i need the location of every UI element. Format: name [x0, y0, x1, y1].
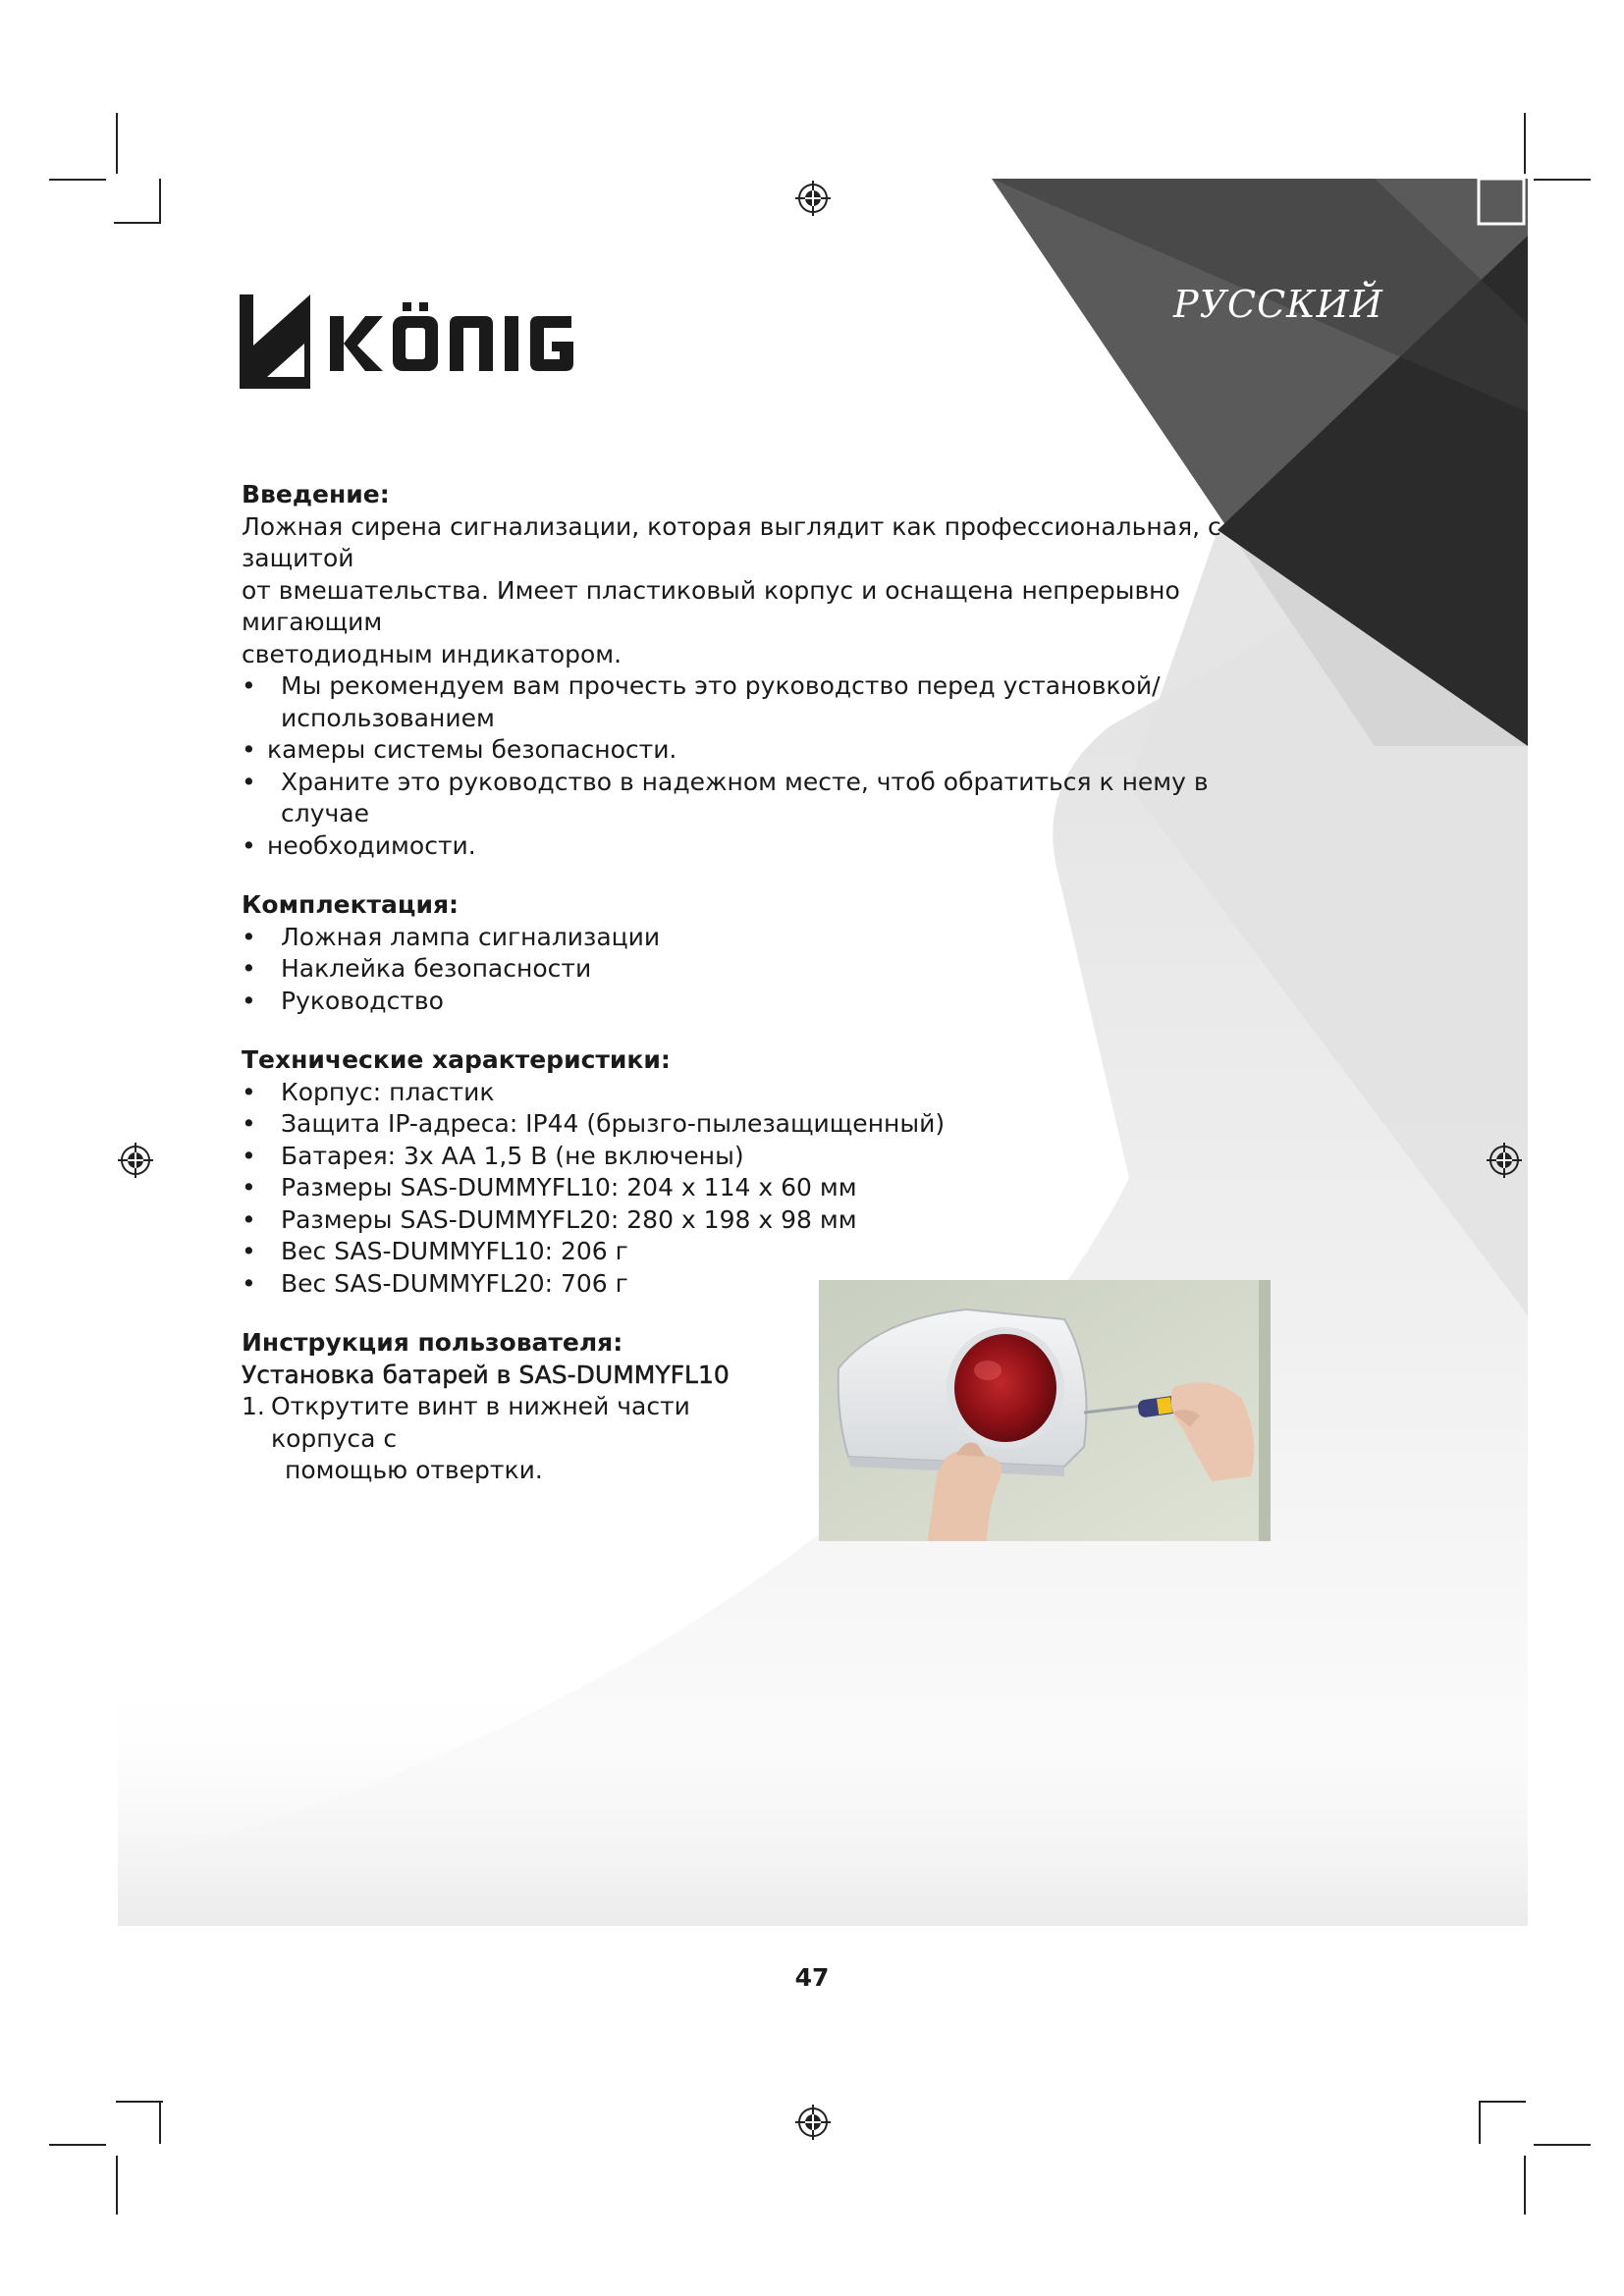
- intro-line: от вмешательства. Имеет пластиковый корпус и оснащена непрерывно мигающим: [242, 575, 1180, 636]
- intro-line: светодиодным индикатором.: [242, 639, 623, 668]
- intro-bullets: [242, 670, 1302, 862]
- list-item: • Руководство: [242, 986, 1302, 1018]
- bullet-text: необходимости.: [267, 830, 476, 860]
- list-item: • Вес SAS-DUMMYFL20: 706 г: [242, 1268, 1302, 1301]
- bullet-text: Храните это руководство в надежном месте, чтоб обратиться к нему в случае: [281, 767, 1209, 828]
- konig-logo: [240, 294, 603, 389]
- crop-mark: [1479, 2101, 1481, 2144]
- list-item: • Ложная лампа сигнализации: [242, 922, 1302, 954]
- list-item: • Вес SAS-DUMMYFL10: 206 г: [242, 1236, 1302, 1268]
- crop-mark: [49, 179, 106, 181]
- section-heading: Инструкция пользователя:: [242, 1328, 623, 1357]
- bullet-text: камеры системы безопасности.: [267, 735, 677, 764]
- list-item-continuation: [242, 734, 1302, 767]
- crop-mark: [1479, 2101, 1526, 2103]
- registration-mark-icon: [793, 2103, 833, 2142]
- list-item: [242, 670, 1302, 734]
- registration-mark-icon: [116, 1141, 155, 1180]
- list-item: • Корпус: пластик: [242, 1077, 1302, 1109]
- crop-mark: [116, 2101, 163, 2103]
- subsection-heading: Установка батарей в SAS-DUMMYFL10: [242, 1360, 730, 1389]
- section-heading: Технические характеристики:: [242, 1045, 671, 1074]
- intro-line: Ложная сирена сигнализации, которая выглядит как профессиональная, с защитой: [242, 511, 1221, 572]
- registration-mark-icon: [1485, 1141, 1524, 1180]
- contents-list: [242, 922, 1302, 1018]
- step-number: 1.: [242, 1392, 265, 1420]
- registration-mark-icon: [793, 179, 833, 218]
- list-item: • Наклейка безопасности: [242, 953, 1302, 986]
- list-item: • Защита IP-адреса: IP44 (брызго-пылезащищенный): [242, 1108, 1302, 1141]
- crop-mark: [159, 179, 161, 224]
- list-item: [242, 767, 1302, 830]
- crop-mark: [1524, 113, 1526, 174]
- bottom-fade-band: [118, 1669, 1528, 1926]
- product-photo: [819, 1280, 1271, 1541]
- section-heading: Комплектация:: [242, 890, 460, 919]
- crop-mark: [1534, 179, 1591, 181]
- crop-mark: [1534, 2144, 1591, 2146]
- crop-mark: [1524, 2156, 1526, 2215]
- language-label: РУССКИЙ: [1173, 283, 1383, 326]
- section-heading: Введение:: [242, 480, 390, 508]
- list-item-continuation: [242, 830, 1302, 863]
- crop-mark: [116, 113, 118, 174]
- specs-list: [242, 1077, 1302, 1301]
- bullet-text: Мы рекомендуем вам прочесть это руководство перед установкой/использованием: [281, 671, 1161, 732]
- page-number: 47: [794, 1963, 830, 1992]
- list-item: • Батарея: 3x AA 1,5 В (не включены): [242, 1141, 1302, 1173]
- step-text: помощью отвертки.: [285, 1456, 543, 1484]
- list-item: • Размеры SAS-DUMMYFL20: 280 x 198 x 98 мм: [242, 1204, 1302, 1237]
- step-text: Открутите винт в нижней части корпуса с: [271, 1392, 690, 1453]
- step-item: [242, 1391, 782, 1487]
- crop-mark: [159, 2101, 161, 2144]
- list-item: • Размеры SAS-DUMMYFL10: 204 x 114 x 60 мм: [242, 1172, 1302, 1204]
- crop-mark: [49, 2144, 106, 2146]
- crop-mark: [114, 222, 161, 224]
- crop-mark: [116, 2156, 118, 2215]
